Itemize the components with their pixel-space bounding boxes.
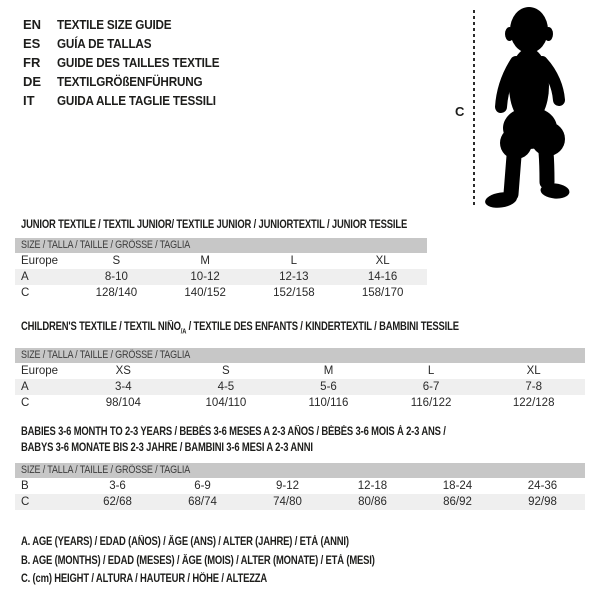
footnote-b bbox=[21, 552, 452, 571]
cell: 116/122 bbox=[410, 397, 452, 409]
lang-row-en bbox=[23, 15, 237, 34]
section-title-babies bbox=[21, 426, 539, 452]
lang-row-fr bbox=[23, 53, 237, 72]
cell: XS bbox=[115, 365, 131, 377]
table-row bbox=[15, 478, 585, 494]
cell: 12-18 bbox=[357, 480, 388, 492]
cell: M bbox=[323, 365, 334, 377]
lang-row-es bbox=[23, 34, 237, 53]
cell: M bbox=[200, 255, 210, 267]
cell: 6-9 bbox=[194, 480, 211, 492]
table-row bbox=[15, 285, 427, 301]
size-header-text: SIZE / TALLA / TAILLE / GRÖSSE / TAGLIA bbox=[21, 239, 191, 251]
cell: 140/152 bbox=[184, 287, 226, 299]
junior-size-table bbox=[15, 238, 427, 301]
section-title-line1: BABIES 3-6 MONTH TO 2-3 YEARS / BEBÉS 3-6 MESES A 2-3 AÑOS / BÉBÉS 3-6 MOIS À 2-3 ANS / bbox=[21, 426, 446, 438]
size-header-bar bbox=[15, 463, 585, 478]
height-measure-label: C bbox=[455, 104, 465, 119]
cell: XL bbox=[526, 365, 541, 377]
legend-footnotes bbox=[21, 533, 452, 589]
cell: 6-7 bbox=[422, 381, 440, 393]
lang-code: IT bbox=[23, 93, 35, 108]
cell: 5-6 bbox=[320, 381, 337, 393]
title-subscript: /A bbox=[180, 328, 187, 336]
lang-title: GUÍA DE TALLAS bbox=[57, 36, 152, 51]
lang-title: TEXTILGRÖßENFÜHRUNG bbox=[57, 74, 203, 89]
row-label: A bbox=[21, 271, 29, 283]
cell: 74/80 bbox=[273, 496, 302, 508]
lang-row-it bbox=[23, 91, 237, 110]
title-part: / TEXTILE DES ENFANTS / KINDERTEXTIL / BAMBINI TESSILE bbox=[186, 321, 459, 333]
children-size-table bbox=[15, 348, 585, 411]
cell: 7-8 bbox=[525, 381, 542, 393]
cell: 122/128 bbox=[512, 397, 555, 409]
size-header-text: SIZE / TALLA / TAILLE / GRÖSSE / TAGLIA bbox=[21, 464, 191, 476]
row-label: C bbox=[21, 496, 30, 508]
cell: 18-24 bbox=[442, 480, 473, 492]
row-label: Europe bbox=[21, 255, 59, 267]
cell: 92/98 bbox=[528, 496, 557, 508]
cell: 4-5 bbox=[217, 381, 235, 393]
cell: 104/110 bbox=[205, 397, 247, 409]
cell: 80/86 bbox=[358, 496, 387, 508]
title-part: CHILDREN'S TEXTILE / TEXTIL NIÑO bbox=[21, 321, 181, 333]
cell: 128/140 bbox=[95, 287, 138, 299]
size-header-bar bbox=[15, 238, 427, 253]
row-label: B bbox=[21, 480, 29, 492]
lang-code: DE bbox=[23, 74, 42, 89]
lang-title: GUIDE DES TAILLES TEXTILE bbox=[57, 55, 220, 70]
size-header-text: SIZE / TALLA / TAILLE / GRÖSSE / TAGLIA bbox=[21, 349, 191, 361]
cell: 3-6 bbox=[109, 480, 126, 492]
cell: 158/170 bbox=[361, 287, 404, 299]
table-row bbox=[15, 379, 585, 395]
table-row bbox=[15, 494, 585, 510]
cell: 24-36 bbox=[527, 480, 558, 492]
section-title-text: JUNIOR TEXTILE / TEXTIL JUNIOR/ TEXTILE JUNIOR / JUNIORTEXTIL / JUNIOR TESSILE bbox=[21, 219, 408, 231]
cell: 152/158 bbox=[273, 287, 315, 299]
cell: S bbox=[222, 365, 230, 377]
cell: 12-13 bbox=[279, 271, 309, 283]
cell: 9-12 bbox=[275, 480, 300, 492]
cell: 14-16 bbox=[367, 271, 398, 283]
lang-title: GUIDA ALLE TAGLIE TESSILI bbox=[57, 93, 216, 108]
footnote-text: B. AGE (MONTHS) / EDAD (MESES) / ÂGE (MOIS) / ALTER (MONATE) / ETÀ (MESI) bbox=[21, 554, 375, 567]
row-label: C bbox=[21, 397, 30, 409]
babies-size-table bbox=[15, 463, 585, 510]
footnote-text: A. AGE (YEARS) / EDAD (AÑOS) / ÂGE (ANS) / ALTER (JAHRE) / ETÀ (ANNI) bbox=[21, 536, 349, 548]
cell: 8-10 bbox=[104, 271, 128, 283]
height-dotted-line bbox=[473, 10, 475, 206]
cell: L bbox=[290, 255, 298, 267]
cell: XL bbox=[375, 255, 390, 267]
cell: 10-12 bbox=[190, 271, 220, 283]
section-title-junior bbox=[21, 219, 492, 232]
cell: S bbox=[112, 255, 121, 267]
section-title-text bbox=[21, 321, 459, 338]
table-row bbox=[15, 395, 585, 411]
row-label: C bbox=[21, 287, 30, 299]
size-header-bar bbox=[15, 348, 585, 363]
cell: 86/92 bbox=[443, 496, 472, 508]
lang-code: FR bbox=[23, 55, 41, 70]
footnote-text: C. (cm) HEIGHT / ALTURA / HAUTEUR / HÖHE / ALTEZZA bbox=[21, 573, 268, 585]
footnote-a bbox=[21, 533, 452, 552]
lang-code: ES bbox=[23, 36, 41, 51]
table-row bbox=[15, 363, 585, 379]
footnote-c bbox=[21, 570, 452, 589]
cell: 62/68 bbox=[103, 496, 132, 508]
section-title-line2: BABYS 3-6 MONATE BIS 2-3 JAHRE / BAMBINI 3-6 MESI A 2-3 ANNI bbox=[21, 442, 313, 454]
cell: 110/116 bbox=[308, 397, 349, 409]
lang-title: TEXTILE SIZE GUIDE bbox=[57, 17, 172, 32]
row-label: A bbox=[21, 381, 29, 393]
cell: 3-4 bbox=[114, 381, 132, 393]
table-row bbox=[15, 269, 427, 285]
row-label: Europe bbox=[21, 365, 59, 377]
language-title-list bbox=[23, 15, 237, 110]
lang-code: EN bbox=[23, 17, 42, 32]
baby-silhouette-icon bbox=[484, 4, 576, 214]
cell: L bbox=[427, 365, 435, 377]
section-title-children bbox=[21, 321, 555, 338]
table-row bbox=[15, 253, 427, 269]
cell: 98/104 bbox=[105, 397, 141, 409]
lang-row-de bbox=[23, 72, 237, 91]
cell: 68/74 bbox=[188, 496, 217, 508]
